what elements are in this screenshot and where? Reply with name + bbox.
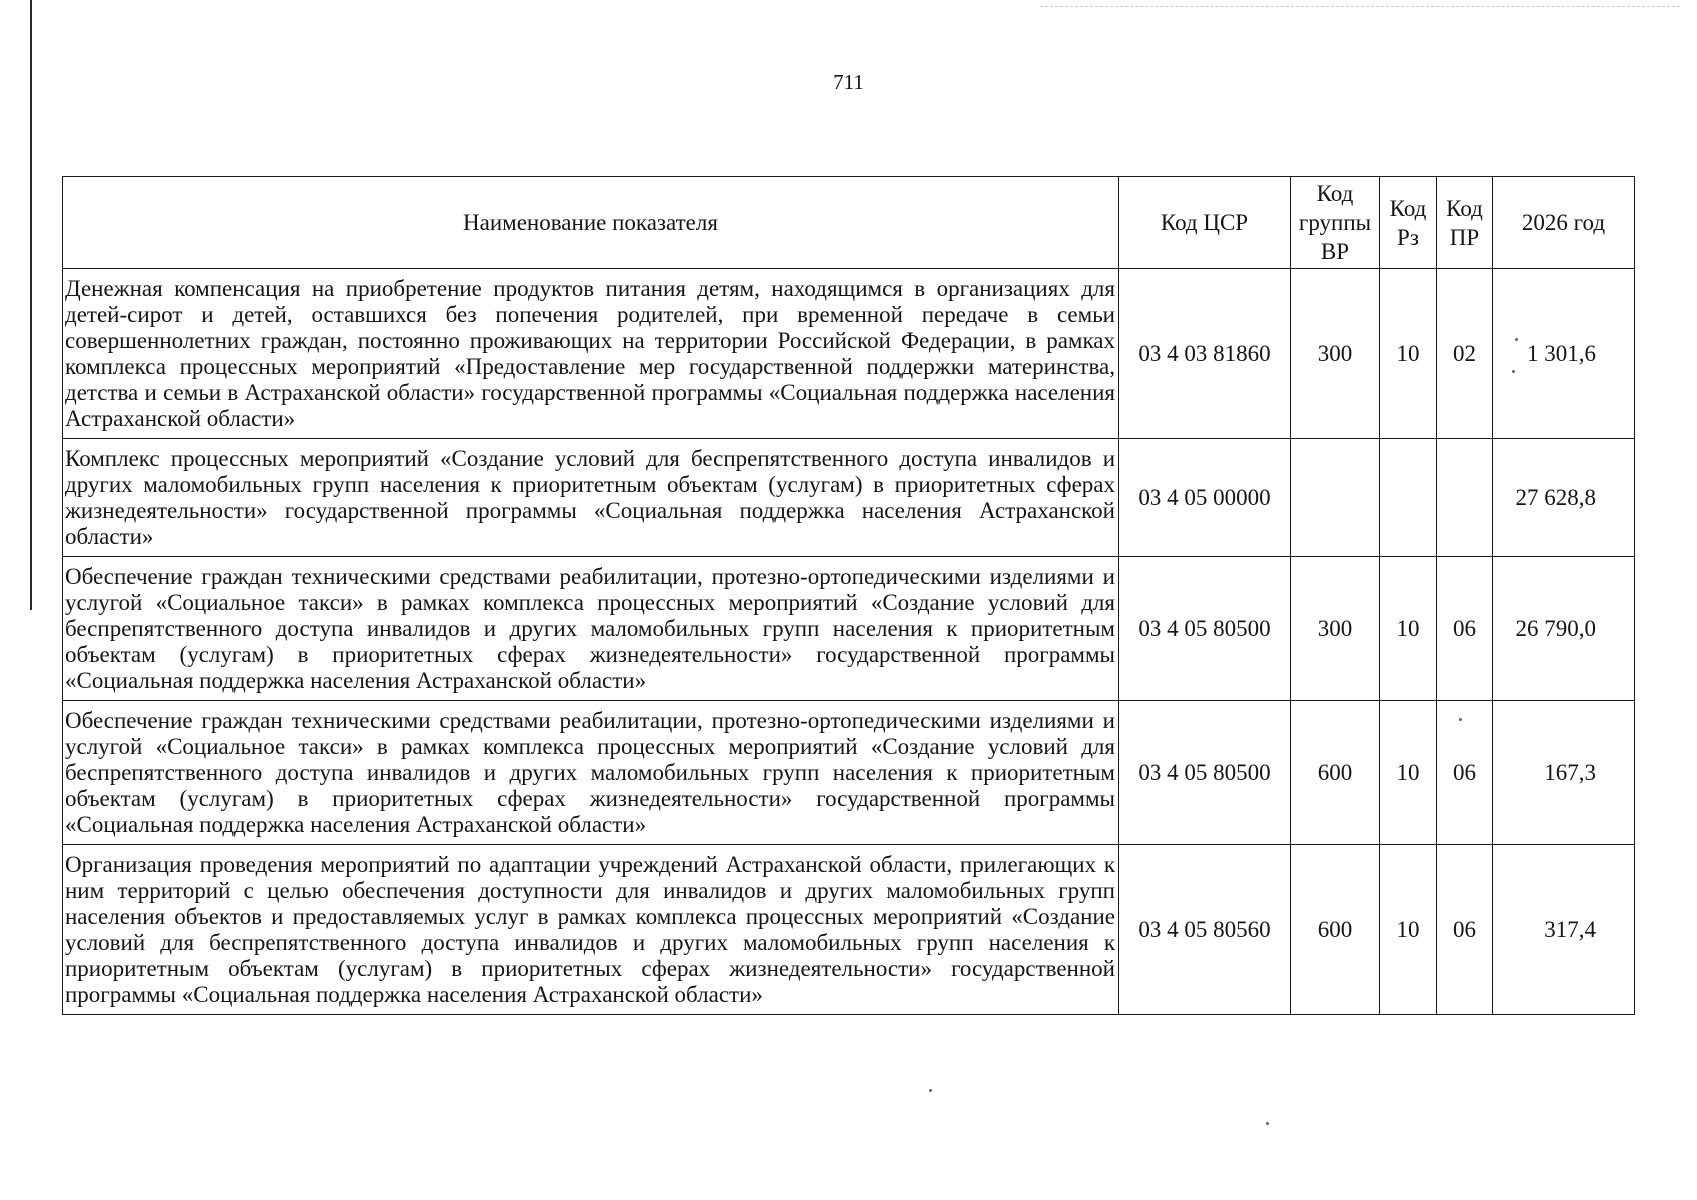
scan-speck — [1515, 338, 1518, 341]
row-vr: 600 — [1291, 701, 1380, 845]
row-csr: 03 4 03 81860 — [1119, 269, 1291, 439]
scan-speck — [1459, 718, 1462, 721]
row-rz: 10 — [1380, 701, 1437, 845]
table-header-row — [63, 177, 1635, 269]
header-amount: 2026 год — [1493, 177, 1635, 269]
row-csr: 03 4 05 80500 — [1119, 557, 1291, 701]
row-rz: 10 — [1380, 557, 1437, 701]
row-name: Обеспечение граждан техническими средствами реабилитации, протезно-ортопедическими изделиями и услугой «Социальное такси» в рамках комплекса процессных мероприятий «Создание условий для беспрепятственного доступа инвалидов и других маломобильных групп населения к приоритетным объектам (услугам) в приоритетных сферах жизнедеятельности» государственной программы «Социальная поддержка населения Астраханской области» — [63, 701, 1119, 845]
scan-speck — [1266, 1122, 1269, 1125]
row-pr — [1437, 439, 1493, 557]
row-csr: 03 4 05 80500 — [1119, 701, 1291, 845]
row-pr: 06 — [1437, 701, 1493, 845]
row-vr: 600 — [1291, 845, 1380, 1015]
table-row — [63, 439, 1635, 557]
row-name: Комплекс процессных мероприятий «Создание условий для беспрепятственного доступа инвалидов и других маломобильных групп населения к приоритетным объектам (услугам) в приоритетных сферах жизнедеятельности» государственной программы «Социальная поддержка населения Астраханской области» — [63, 439, 1119, 557]
row-amount: 317,4 — [1493, 845, 1635, 1015]
row-csr: 03 4 05 80560 — [1119, 845, 1291, 1015]
row-vr: 300 — [1291, 557, 1380, 701]
scan-edge-top — [1040, 6, 1680, 7]
header-name: Наименование показателя — [63, 177, 1119, 269]
row-vr: 300 — [1291, 269, 1380, 439]
header-vr: Код группы ВР — [1291, 177, 1380, 269]
page-number: 711 — [833, 70, 864, 94]
row-name: Денежная компенсация на приобретение продуктов питания детям, находящимся в организациях для детей-сирот и детей, оставшихся без попечения родителей, при временной передаче в семьи совершеннолетних граждан, постоянно проживающих на территории Российской Федерации, в рамках комплекса процессных мероприятий «Предоставление мер государственной поддержки материнства, детства и семьи в Астраханской области» государственной программы «Социальная поддержка населения Астраханской области» — [63, 269, 1119, 439]
header-pr: Код ПР — [1437, 177, 1493, 269]
row-name: Обеспечение граждан техническими средствами реабилитации, протезно-ортопедическими изделиями и услугой «Социальное такси» в рамках комплекса процессных мероприятий «Создание условий для беспрепятственного доступа инвалидов и других маломобильных групп населения к приоритетным объектам (услугам) в приоритетных сферах жизнедеятельности» государственной программы «Социальная поддержка населения Астраханской области» — [63, 557, 1119, 701]
row-rz — [1380, 439, 1437, 557]
row-pr: 02 — [1437, 269, 1493, 439]
row-csr: 03 4 05 00000 — [1119, 439, 1291, 557]
table-row — [63, 845, 1635, 1015]
row-vr — [1291, 439, 1380, 557]
table-row — [63, 269, 1635, 439]
row-amount: 167,3 — [1493, 701, 1635, 845]
header-rz: Код Рз — [1380, 177, 1437, 269]
row-pr: 06 — [1437, 557, 1493, 701]
row-rz: 10 — [1380, 845, 1437, 1015]
row-amount: 26 790,0 — [1493, 557, 1635, 701]
table-row — [63, 557, 1635, 701]
row-rz: 10 — [1380, 269, 1437, 439]
row-amount: 27 628,8 — [1493, 439, 1635, 557]
scan-speck — [1512, 370, 1515, 373]
budget-table — [62, 176, 1635, 1015]
table-row — [63, 701, 1635, 845]
row-amount: 1 301,6 — [1493, 269, 1635, 439]
row-pr: 06 — [1437, 845, 1493, 1015]
scan-speck — [929, 1089, 932, 1092]
header-csr: Код ЦСР — [1119, 177, 1291, 269]
row-name: Организация проведения мероприятий по адаптации учреждений Астраханской области, прилегающих к ним территорий с целью обеспечения доступности для инвалидов и других маломобильных групп населения объектов и предоставляемых услуг в рамках комплекса процессных мероприятий «Создание условий для беспрепятственного доступа инвалидов и других маломобильных групп населения к приоритетным объектам (услугам) в приоритетных сферах жизнедеятельности» государственной программы «Социальная поддержка населения Астраханской области» — [63, 845, 1119, 1015]
